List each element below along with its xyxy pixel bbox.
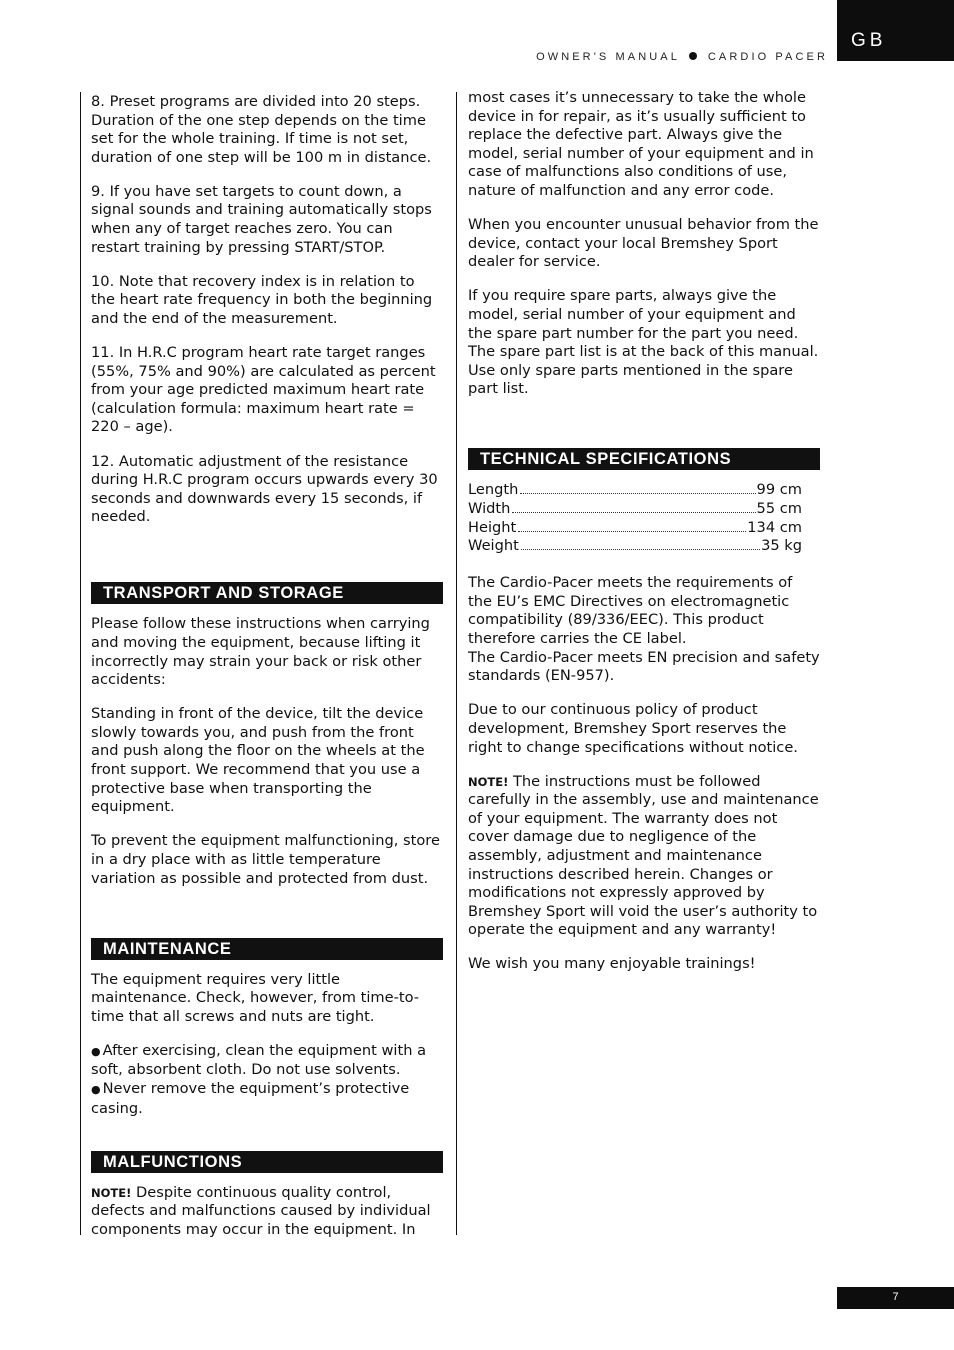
emc-paragraph: The Cardio-Pacer meets the requirements of the EU’s EMC Directives on electromagnetic compatibility (89/336/EEC). This product therefore carries the CE label. [468, 574, 793, 648]
bullet-text: After exercising, clean the equipment with a soft, absorbent cloth. Do not use solvents. [91, 1041, 427, 1079]
spec-label: Weight [468, 537, 519, 555]
spec-label: Width [468, 500, 511, 517]
closing-paragraph: We wish you many enjoyable trainings! [468, 955, 756, 973]
spec-value: 55 cm [756, 500, 802, 517]
dot-leader [520, 493, 755, 494]
section-heading-maintenance: MAINTENANCE [91, 938, 443, 960]
dot-leader [512, 512, 755, 513]
section-heading-malfunctions: MALFUNCTIONS [91, 1151, 443, 1173]
transport-paragraph-1: Please follow these instructions when carrying and moving the equipment, because lifting it incorrectly may strain your back or risk other accidents: [91, 615, 430, 689]
warranty-note-paragraph [468, 773, 820, 940]
bullet-dot-icon: ● [91, 1044, 101, 1058]
warranty-text: The instructions must be followed carefully in the assembly, use and maintenance of your equipment. The warranty does not cover damage due to negligence of the assembly, adjustment and maintenance instructions described herein. Changes or modifications not expressly approved by Bremshey Sport will void the user’s authority to operate the equipment and any warranty! [468, 772, 819, 939]
bullet-dot-icon: ● [91, 1083, 101, 1097]
section-heading-technical: TECHNICAL SPECIFICATIONS [468, 448, 820, 470]
spec-value: 134 cm [747, 518, 802, 536]
spec-row-length [468, 481, 802, 500]
dot-leader [521, 549, 760, 550]
header-manual-label: OWNER'S MANUAL [536, 51, 680, 63]
spacer [91, 904, 443, 938]
spec-row-weight [468, 537, 802, 556]
spacer [91, 1134, 443, 1151]
paragraph-9: 9. If you have set targets to count down, a signal sounds and training automatically stops when any of target reaches zero. You can restart training by pressing START/STOP. [91, 182, 432, 256]
spec-row-height [468, 519, 802, 538]
transport-paragraph-2: Standing in front of the device, tilt the device slowly towards you, and push from the front and push along the floor on the wheels at the front support. We recommend that you use a protective base when transporting the equipment. [91, 705, 425, 816]
spare-parts-paragraph: If you require spare parts, always give the model, serial number of your equipment and the spare part number for the part you need. The spare part list is at the back of this manual. Use only spare parts mentioned in the spare part list. [468, 287, 819, 398]
left-column [91, 93, 443, 1240]
paragraph-11: 11. In H.R.C program heart rate target ranges (55%, 75% and 90%) are calculated as percent from your age predicted maximum heart rate (calculation formula: maximum heart rate = 220 – age). [91, 344, 436, 436]
note-label: NOTE! [468, 774, 509, 789]
paragraph-12: 12. Automatic adjustment of the resistance during H.R.C program occurs upwards every 30 seconds and downwards every 15 seconds, if needed. [91, 452, 438, 526]
maintenance-bullet-2 [91, 1080, 443, 1118]
dot-leader [518, 531, 746, 532]
repair-paragraph: most cases it’s unnecessary to take the whole device in for repair, as it’s usually sufficient to replace the defective part. Always give the model, serial number of your equipment and in case of malfunctions also conditions of use, nature of malfunction and any error code. [468, 89, 814, 199]
spec-row-width [468, 500, 802, 519]
center-column-rule [456, 92, 457, 1235]
bullet-text: Never remove the equipment’s protective casing. [91, 1080, 410, 1117]
spec-list [468, 481, 802, 555]
spec-label: Length [468, 481, 519, 499]
malfunctions-paragraph [91, 1184, 443, 1240]
page-number [837, 1287, 954, 1309]
spec-value: 99 cm [756, 481, 802, 499]
spec-value: 35 kg [761, 537, 802, 555]
page-number-text: 7 [892, 1291, 899, 1303]
right-column [468, 89, 820, 990]
paragraph-10: 10. Note that recovery index is in relation to the heart rate frequency in both the beginning and the end of the measurement. [91, 272, 433, 327]
transport-paragraph-3: To prevent the equipment malfunctioning, store in a dry place with as little temperature variation as possible and protected from dust. [91, 832, 440, 887]
policy-paragraph: Due to our continuous policy of product development, Bremshey Sport reserves the right to change specifications without notice. [468, 701, 798, 756]
running-header [536, 51, 828, 63]
paragraph-8: 8. Preset programs are divided into 20 steps. Duration of the one step depends on the time set for the whole training. If time is not set, duration of one step will be 100 m in distance. [91, 93, 432, 166]
maintenance-bullet-1 [91, 1042, 443, 1080]
spacer [91, 542, 443, 582]
language-code: GB [851, 30, 887, 51]
dealer-paragraph: When you encounter unusual behavior from the device, contact your local Bremshey Sport dealer for service. [468, 216, 819, 271]
note-label: NOTE! [91, 1185, 132, 1200]
malfunctions-text: Despite continuous quality control, defects and malfunctions caused by individual components may occur in the equipment. In [91, 1183, 431, 1238]
bullet-dot-icon [689, 52, 697, 60]
en-standards-paragraph: The Cardio-Pacer meets EN precision and safety standards (EN-957). [468, 648, 820, 685]
spacer [468, 414, 820, 448]
header-product-label: CARDIO PACER [707, 51, 828, 63]
maintenance-paragraph: The equipment requires very little maintenance. Check, however, from time-to-time that all screws and nuts are tight. [91, 970, 420, 1025]
language-tab [837, 0, 954, 61]
spec-label: Height [468, 518, 517, 536]
section-heading-transport: TRANSPORT AND STORAGE [91, 582, 443, 604]
left-column-rule [80, 92, 81, 1235]
